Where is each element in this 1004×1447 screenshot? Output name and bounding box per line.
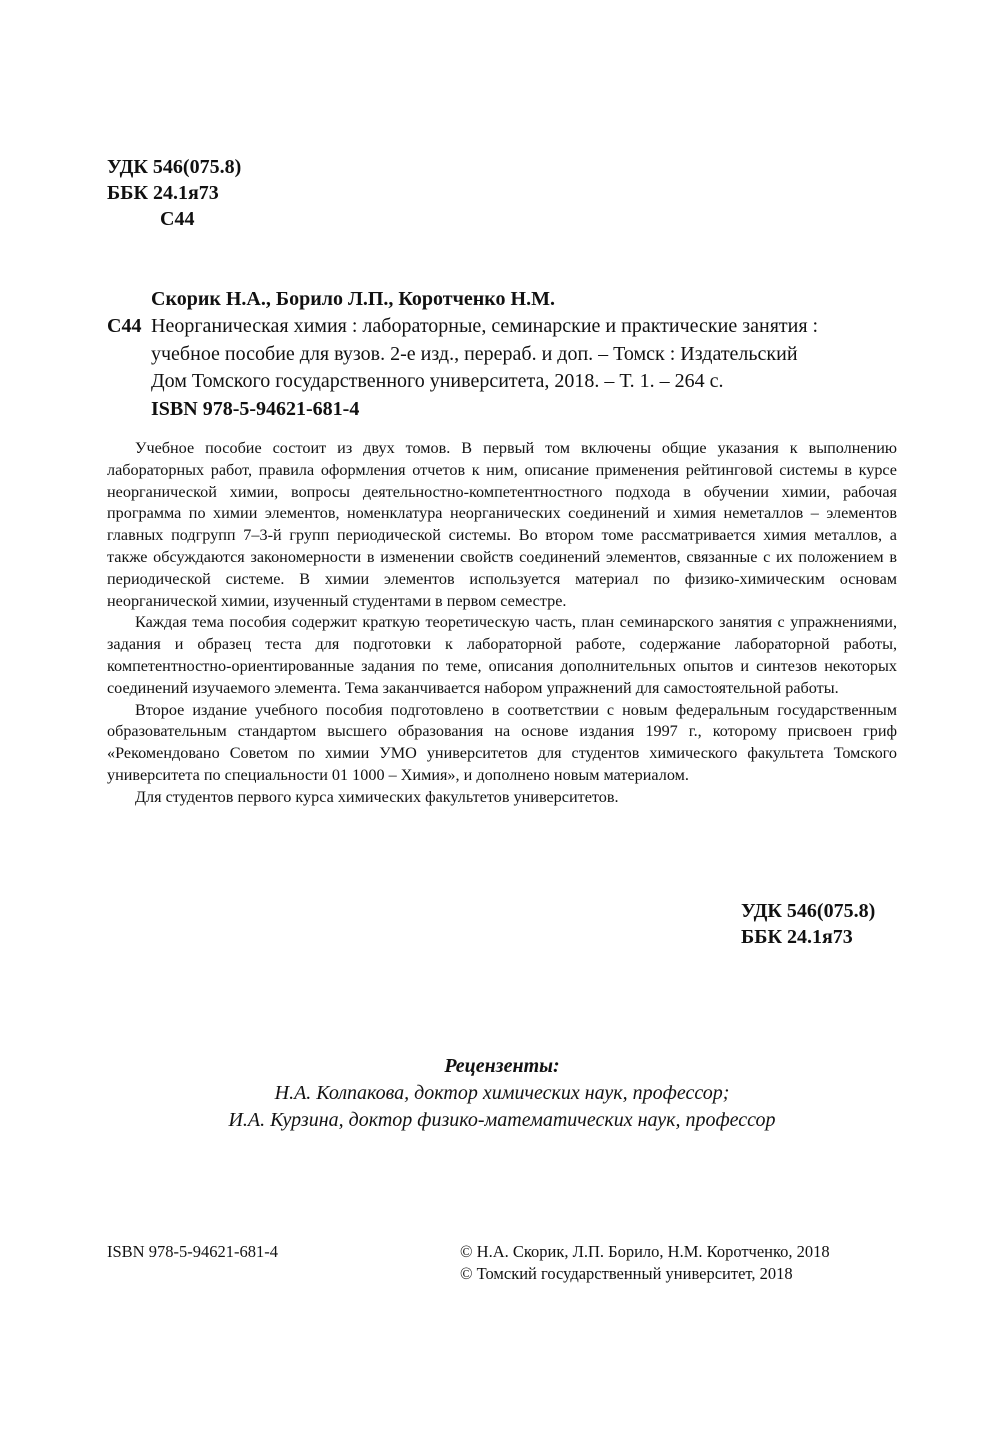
abstract-paragraph: Учебное пособие состоит из двух томов. В первый том включены общие указания к выполнению лабораторных работ, правила оформления отчетов к ним, описание применения рейтинговой системы в курсе неорганической химии, вопросы деятельностно-компетентностного подхода в обучении химии, рабочая программа по химии элементов, номенклатура неорганических соединений и химия неметаллов – элементов главных подгрупп 7–3-й групп периодической системы. Во втором томе рассматривается химия металлов, а также обсуждаются закономерности в изменении свойств соединений элементов, связанные с их положением в периодической системе. В химии элементов используется материал по физико-химическим основам неорганической химии, изученный студентами в первом семестре. [107, 439, 897, 610]
author-mark-code: С44 [107, 315, 142, 337]
copyright-authors: © Н.А. Скорик, Л.П. Борило, Н.М. Коротченко, 2018 [460, 1242, 830, 1261]
abstract-paragraph: Каждая тема пособия содержит краткую теоретическую часть, план семинарского занятия с упражнениями, задания и образец теста для подготовки к лабораторной работе, содержание лабораторной работы, компетентностно-ориентированные задания по теме, описания дополнительных опытов и синтезов некоторых соединений изучаемого элемента. Тема заканчивается набором упражнений для самостоятельной работы. [107, 613, 897, 697]
biblio-isbn: ISBN 978-5-94621-681-4 [151, 397, 360, 420]
biblio-line-1: Неорганическая химия : лабораторные, семинарские и практические занятия : [151, 315, 819, 337]
classification-bottom [741, 898, 875, 950]
copyright-university: © Томский государственный университет, 2018 [460, 1264, 793, 1283]
classification-top [107, 154, 241, 232]
biblio-line-2: учебное пособие для вузов. 2-е изд., перераб. и доп. – Томск : Издательский [151, 342, 798, 365]
footer-isbn: ISBN 978-5-94621-681-4 [107, 1242, 278, 1261]
reviewer-2: И.А. Курзина, доктор физико-математических наук, профессор [228, 1109, 776, 1131]
abstract [107, 438, 897, 809]
udk-code: УДК 546(075.8) [741, 900, 876, 922]
reviewers-title: Рецензенты: [444, 1055, 560, 1077]
bbk-code: ББК 24.1я73 [741, 926, 853, 948]
footer-copyright [460, 1241, 830, 1285]
authors-line: Скорик Н.А., Борило Л.П., Коротченко Н.М. [151, 288, 555, 310]
biblio-line-3: Дом Томского государственного университета, 2018. – Т. 1. – 264 с. [151, 370, 724, 392]
udk-code: УДК 546(075.8) [107, 156, 242, 178]
reviewer-1: Н.А. Колпакова, доктор химических наук, профессор; [274, 1082, 730, 1104]
bibliographic-record [107, 313, 907, 423]
abstract-paragraph: Для студентов первого курса химических факультетов университетов. [135, 787, 619, 806]
author-mark: С44 [160, 208, 195, 230]
reviewers-block [0, 1053, 1004, 1134]
abstract-paragraph: Второе издание учебного пособия подготовлено в соответствии с новым федеральным государственным образовательным стандартом высшего образования на основе издания 1997 г., которому присвоен гриф «Рекомендовано Советом по химии УМО университетов для студентов химического факультета Томского университета по специальности 01 1000 – Химия», и дополнено новым материалом. [107, 700, 897, 784]
bbk-code: ББК 24.1я73 [107, 182, 219, 204]
